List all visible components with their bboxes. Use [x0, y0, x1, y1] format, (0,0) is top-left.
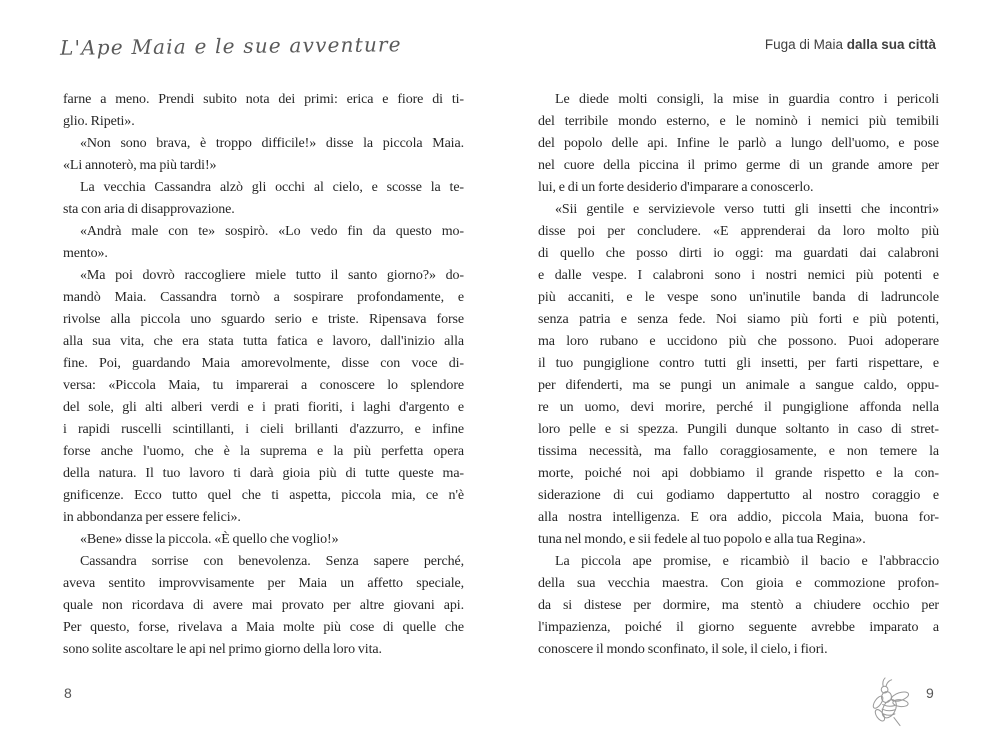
text-line: siderazione di cui godiamo dappertutto al nostro coraggio e — [538, 488, 939, 503]
text-line: «Non sono brava, è troppo difficile!» disse la piccola Maia. — [80, 136, 464, 151]
text-line: alla sua vita, che era stata tutta fatica e lavoro, dall'inizio alla — [63, 334, 464, 349]
text-line: forse anche l'uomo, che è la suprema e la più perfetta opera — [63, 444, 464, 459]
text-line: loro pelle e si spezza. Pungili dunque soltanto in caso di stret- — [538, 422, 939, 437]
text-line: più accaniti, e le vespe sono un'inutile banda di ladruncole — [538, 290, 939, 305]
text-line: «Ma poi dovrò raccogliere miele tutto il santo giorno?» do- — [80, 268, 464, 283]
text-line: rivolse alla piccola uno sguardo serio e triste. Ripensava forse — [63, 312, 464, 327]
text-line: La vecchia Cassandra alzò gli occhi al cielo, e scosse la te- — [80, 180, 464, 195]
text-line: glio. Ripeti». — [63, 114, 135, 129]
text-line: del sole, gli alti alberi verdi e i prati fioriti, i laghi d'argento e — [63, 400, 464, 415]
text-line: da si distese per dormire, ma stentò a chiudere occhio per — [538, 598, 939, 613]
right-page-text — [538, 89, 939, 661]
text-line: disse poi per concludere. «E apprenderai da loro molto più — [538, 224, 939, 239]
text-line: gnificenze. Ecco tutto quel che ti aspetta, piccola mia, ce n'è — [63, 488, 464, 503]
text-line: tissima necessità, ma fallo coraggiosamente, e non temere la — [538, 444, 939, 459]
text-line: morte, poiché noi api dobbiamo il grande rispetto e la con- — [538, 466, 939, 481]
text-line: «Andrà male con te» sospirò. «Lo vedo fin da questo mo- — [80, 224, 464, 239]
chapter-header — [765, 37, 936, 52]
chapter-header-bold: dalla sua città — [846, 37, 936, 52]
text-line: quale non ricordava di avere mai provato per altre giovani api. — [63, 598, 464, 613]
text-line: Le diede molti consigli, la mise in guardia contro i pericoli — [555, 92, 939, 107]
text-line: La piccola ape promise, e ricambiò il bacio e l'abbraccio — [555, 554, 939, 569]
text-line: sta con aria di disapprovazione. — [63, 202, 235, 217]
text-line: tuna nel mondo, e sii fedele al tuo popolo e alla tua Regina». — [538, 532, 866, 547]
text-line: «Bene» disse la piccola. «È quello che voglio!» — [80, 532, 339, 547]
text-line: senza patria e senza fede. Noi siamo più forti e più potenti, — [538, 312, 939, 327]
text-line: re un uomo, devi morire, perché il pungiglione affonda nella — [538, 400, 939, 415]
series-logo: L'Ape Maia e le sue avventure — [59, 32, 402, 60]
text-line: aveva sentito improvvisamente per Maia un affetto speciale, — [63, 576, 464, 591]
text-line: della sua vecchia maestra. Con gioia e commozione profon- — [538, 576, 939, 591]
chapter-header-normal: Fuga di Maia — [764, 37, 847, 52]
text-line: in abbondanza per essere felici». — [63, 510, 241, 525]
bee-sketch-icon — [858, 676, 914, 734]
text-line: «Li annoterò, ma più tardi!» — [63, 158, 217, 173]
text-line: lui, e di un forte desiderio d'imparare a conoscerlo. — [538, 180, 814, 195]
text-line: il tuo pungiglione contro tutti gli insetti, per farti rispettare, e — [538, 356, 939, 371]
text-line: mento». — [63, 246, 108, 261]
left-page-text — [63, 89, 464, 661]
text-line: del terribile mondo esterno, e le nominò i nemici più temibili — [538, 114, 939, 129]
text-line: del popolo delle api. Infine le parlò a lungo dell'uomo, e pose — [538, 136, 939, 151]
text-line: l'impazienza, poiché il giorno seguente avrebbe imparato a — [538, 620, 939, 635]
page-number-right: 9 — [926, 685, 934, 701]
text-line: conoscere il mondo sconfinato, il sole, il cielo, i fiori. — [538, 642, 828, 657]
text-line: Per questo, forse, rivelava a Maia molte più cose di quelle che — [63, 620, 464, 635]
text-line: sono solite ascoltare le api nel primo giorno della loro vita. — [63, 642, 382, 657]
text-line: «Sii gentile e servizievole verso tutti gli insetti che incontri» — [555, 202, 939, 217]
text-line: nel cuore della piccina il primo germe di un grande amore per — [538, 158, 939, 173]
text-line: versa: «Piccola Maia, tu imparerai a conoscere lo splendore — [63, 378, 464, 393]
text-line: Cassandra sorrise con benevolenza. Senza sapere perché, — [80, 554, 464, 569]
page-number-left: 8 — [64, 685, 72, 701]
text-line: mandò Maia. Cassandra tornò a sospirare profondamente, e — [63, 290, 464, 305]
text-line: e dalle vespe. I calabroni sono i nostri nemici più potenti e — [538, 268, 939, 283]
text-line: farne a meno. Prendi subito nota dei primi: erica e fiore di ti- — [63, 92, 464, 107]
text-line: ma loro rubano e uccidono più che possono. Puoi adoperare — [538, 334, 939, 349]
text-line: fine. Poi, guardando Maia amorevolmente, disse con voce di- — [63, 356, 464, 371]
text-line: della natura. Il tuo lavoro ti darà gioia più di tutte queste ma- — [63, 466, 464, 481]
text-line: per difenderti, ma se pungi un animale a sangue caldo, oppu- — [538, 378, 939, 393]
text-line: alla nostra intelligenza. E ora addio, piccola Maia, buona for- — [538, 510, 939, 525]
text-line: i rapidi ruscelli scintillanti, i cieli brillanti d'azzurro, e infine — [63, 422, 464, 437]
text-line: di quello che posso dirti io oggi: ma guardati dai calabroni — [538, 246, 939, 261]
